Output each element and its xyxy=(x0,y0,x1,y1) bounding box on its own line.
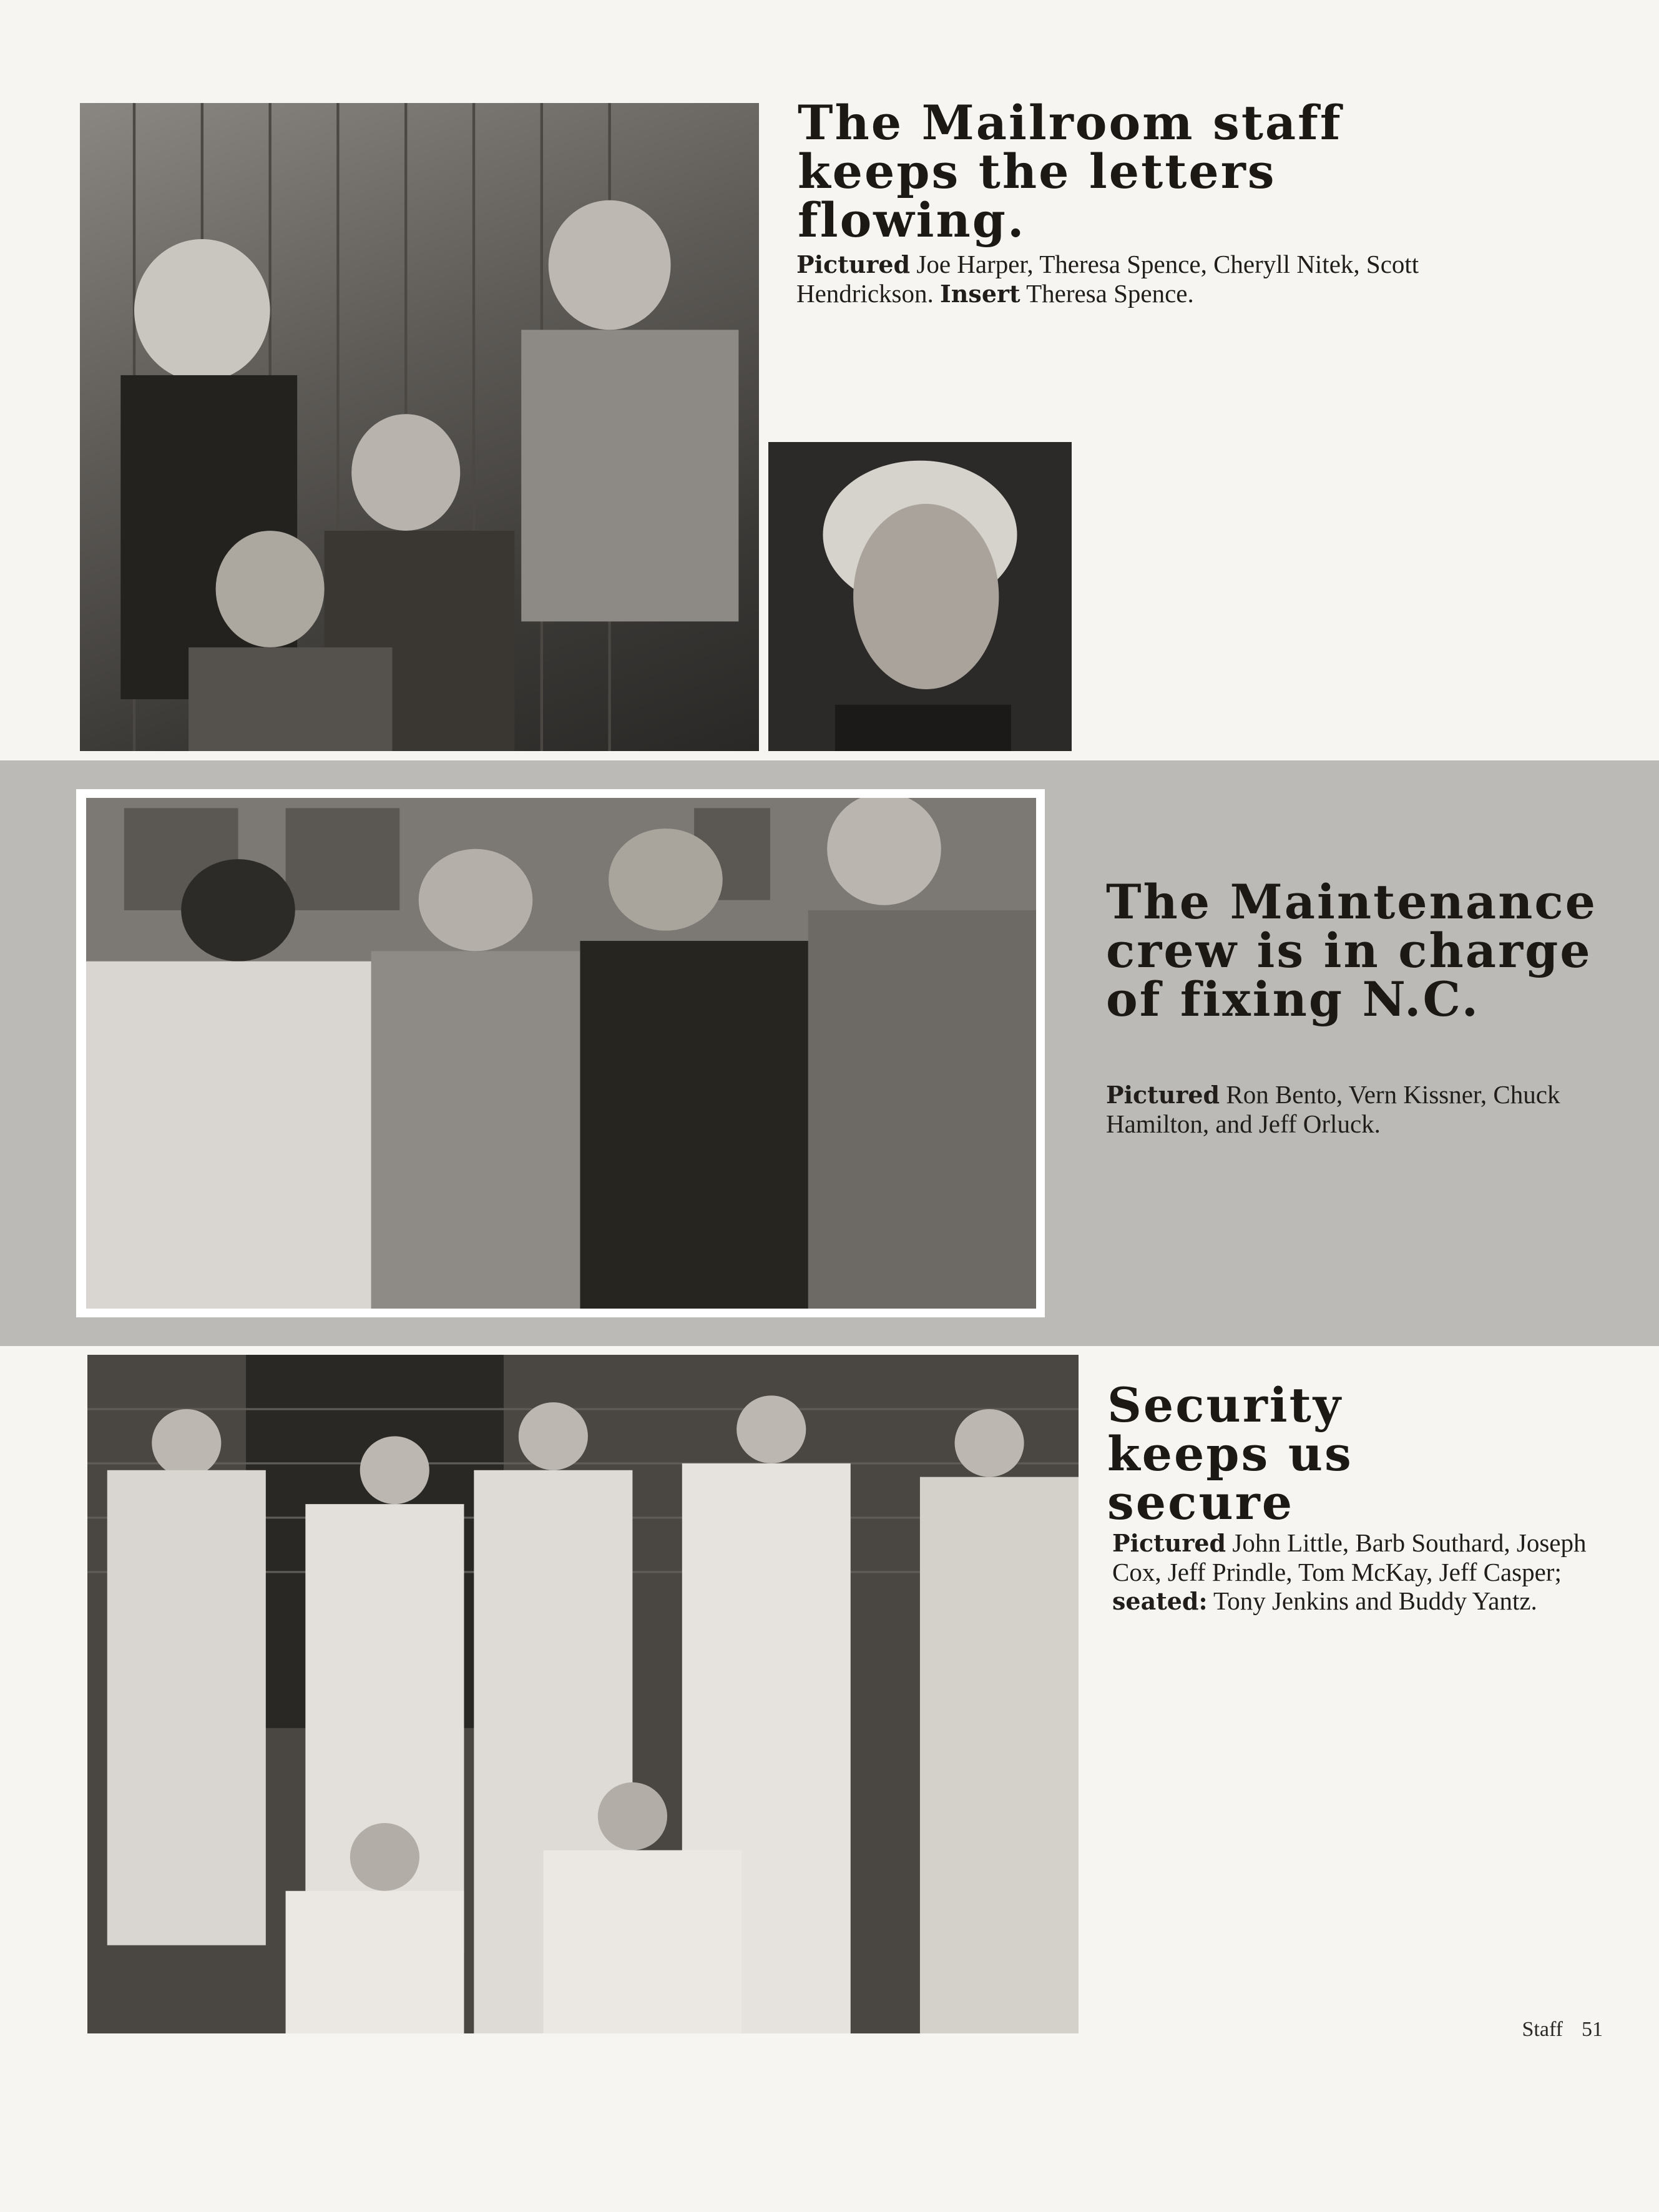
caption-lead-insert: Insert xyxy=(940,280,1020,308)
maintenance-caption xyxy=(1106,1080,1643,1138)
mailroom-insert-portrait xyxy=(768,442,1072,751)
caption-lead-pictured: Pictured xyxy=(796,250,911,278)
mailroom-headline: The Mailroom staff keeps the letters flowing. xyxy=(798,95,1343,248)
caption-lead-pictured: Pictured xyxy=(1106,1081,1220,1109)
caption-names: John Little, Barb Southard, Joseph Cox, Jeff Prindle, Tom McKay, Jeff Casper; xyxy=(1112,1528,1587,1586)
caption-lead-pictured: Pictured xyxy=(1112,1529,1226,1557)
caption-names: Joe Harper, Theresa Spence, Cheryll Nitek, Scott Hendrickson. xyxy=(796,250,1419,308)
security-caption xyxy=(1112,1528,1612,1616)
caption-insert-name: Theresa Spence. xyxy=(1020,279,1194,308)
maintenance-headline: The Maintenance crew is in charge of fixing N.C. xyxy=(1106,874,1597,1027)
page-folio xyxy=(1522,2018,1603,2042)
caption-names: Ron Bento, Vern Kissner, Chuck Hamilton, and Jeff Orluck. xyxy=(1106,1080,1560,1138)
folio-section-label: Staff xyxy=(1522,2018,1563,2041)
caption-lead-seated: seated: xyxy=(1112,1587,1208,1615)
security-group-photo xyxy=(87,1355,1079,2033)
security-headline: Security keeps us secure xyxy=(1107,1377,1353,1530)
mailroom-group-photo xyxy=(80,103,759,751)
caption-seated-names: Tony Jenkins and Buddy Yantz. xyxy=(1207,1586,1537,1615)
maintenance-group-photo xyxy=(86,798,1036,1309)
mailroom-caption xyxy=(796,250,1533,308)
page-number: 51 xyxy=(1582,2018,1603,2041)
